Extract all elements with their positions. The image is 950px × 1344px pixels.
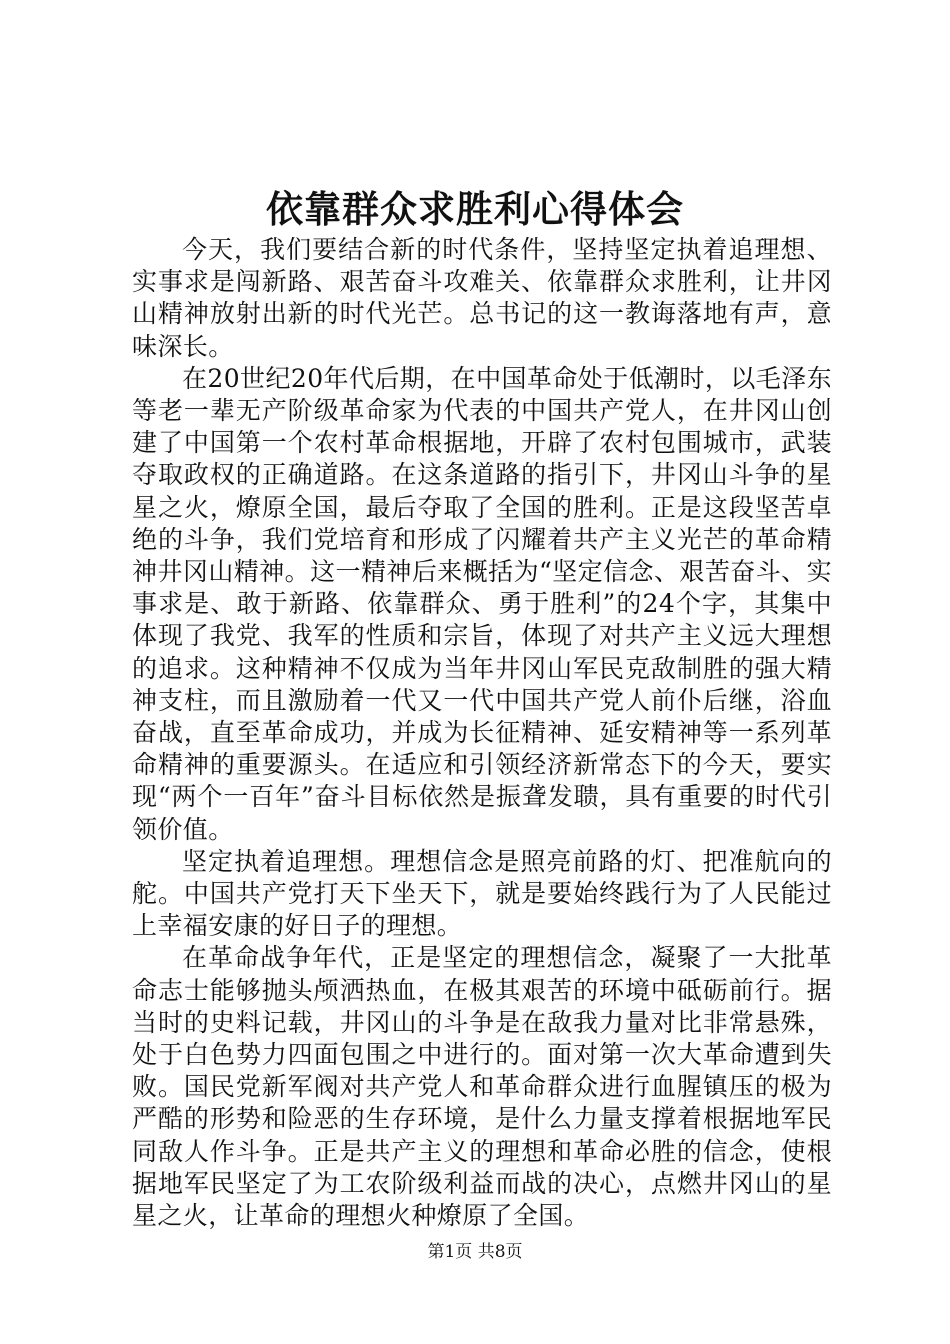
paragraph: 坚定执着追理想。理想信念是照亮前路的灯、把准航向的舵。中国共产党打天下坐天下，就是要始终践行为了人民能过上幸福安康的好日子的理想。	[132, 846, 832, 941]
page-number-footer: 第1页 共8页	[427, 1242, 523, 1262]
paragraph: 在革命战争年代，正是坚定的理想信念，凝聚了一大批革命志士能够抛头颅洒热血，在极其艰苦的环境中砥砺前行。据当时的史料记载，井冈山的斗争是在敌我力量对比非常悬殊，处于白色势力四面包围之中进行的。面对第一次大革命遭到失败。国民党新军阀对共产党人和革命群众进行血腥镇压的极为严酷的形势和险恶的生存环境，是什么力量支撑着根据地军民同敌人作斗争。正是共产主义的理想和革命必胜的信念，使根据地军民坚定了为工农阶级利益而战的决心，点燃井冈山的星星之火，让革命的理想火种燎原了全国。	[132, 943, 832, 1231]
document-title: 依靠群众求胜利心得体会	[266, 187, 684, 231]
document-body	[132, 234, 832, 1232]
paragraph: 在20世纪20年代后期，在中国革命处于低潮时，以毛泽东等老一辈无产阶级革命家为代表的中国共产党人，在井冈山创建了中国第一个农村革命根据地，开辟了农村包围城市，武装夺取政权的正确道路。在这条道路的指引下，井冈山斗争的星星之火，燎原全国，最后夺取了全国的胜利。正是这段坚苦卓绝的斗争，我们党培育和形成了闪耀着共产主义光芒的革命精神井冈山精神。这一精神后来概括为“坚定信念、艰苦奋斗、实事求是、敢于新路、依靠群众、勇于胜利”的24个字，其集中体现了我党、我军的性质和宗旨，体现了对共产主义远大理想的追求。这种精神不仅成为当年井冈山军民克敌制胜的强大精神支柱，而且激励着一代又一代中国共产党人前仆后继，浴血奋战，直至革命成功，并成为长征精神、延安精神等一系列革命精神的重要源头。在适应和引领经济新常态下的今天，要实现“两个一百年”奋斗目标依然是振聋发聩，具有重要的时代引领价值。	[132, 363, 832, 844]
paragraph: 今天，我们要结合新的时代条件，坚持坚定执着追理想、实事求是闯新路、艰苦奋斗攻难关、依靠群众求胜利，让井冈山精神放射出新的时代光芒。总书记的这一教诲落地有声，意味深长。	[132, 235, 832, 361]
